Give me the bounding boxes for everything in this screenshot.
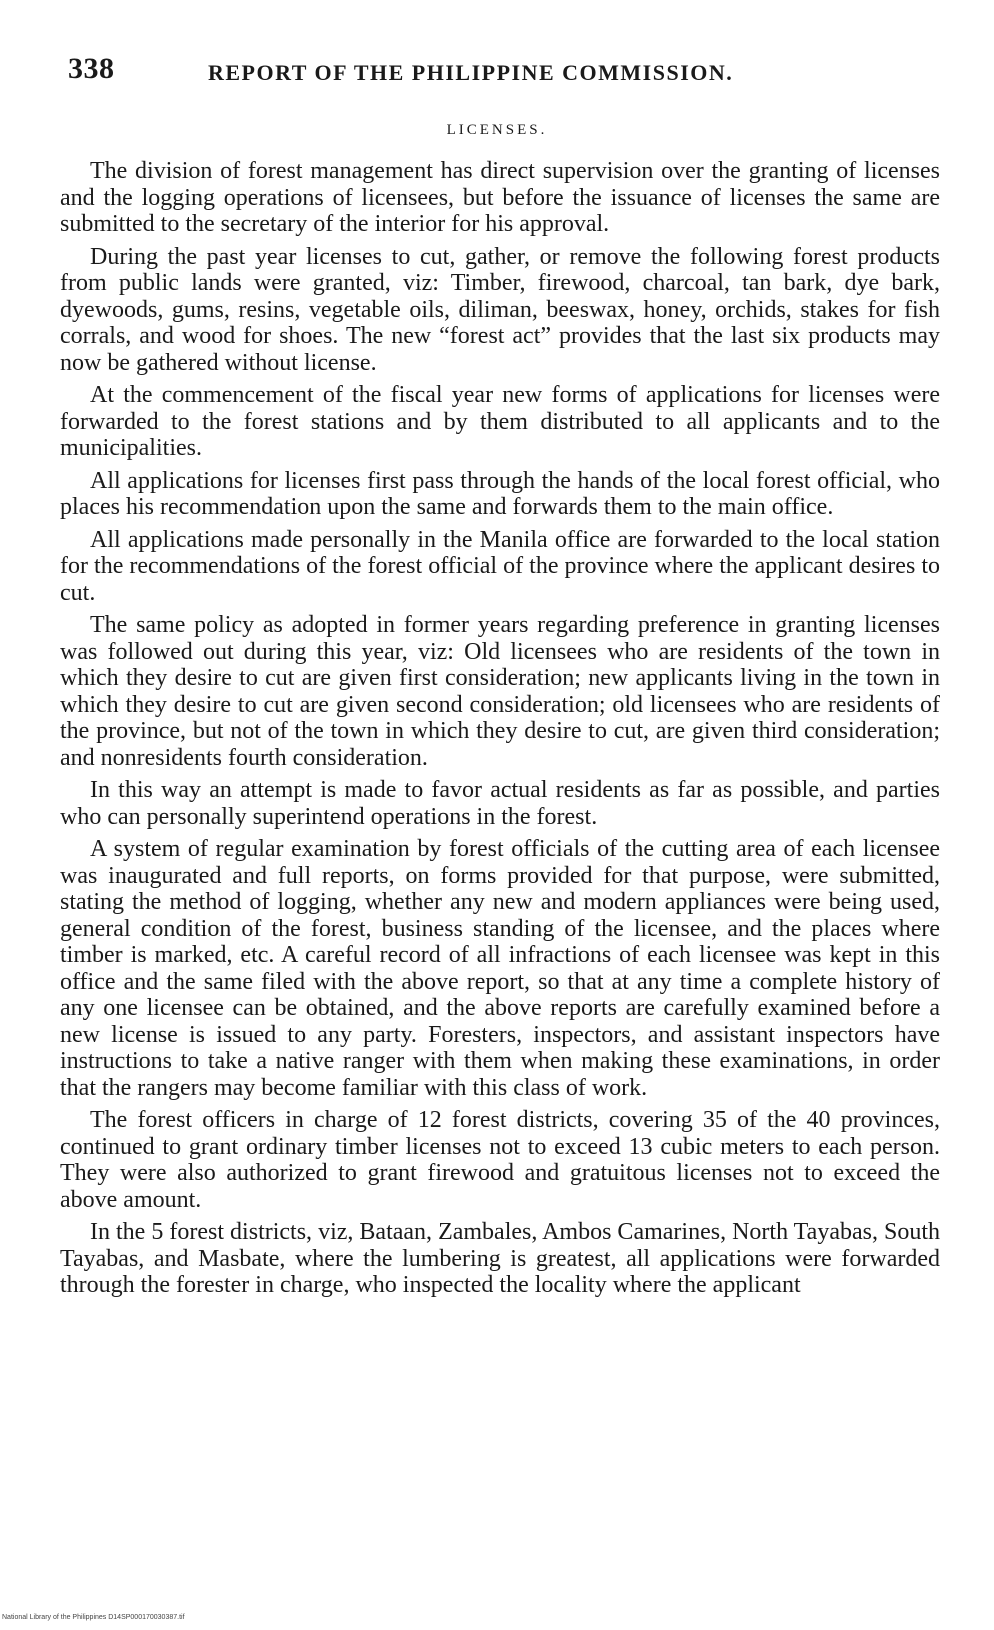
paragraph: All applications for licenses first pass through the hands of the local forest official, who places his recommendation upon the same and forwards them to the main office. — [60, 467, 940, 520]
paragraph: The forest officers in charge of 12 forest districts, covering 35 of the 40 provinces, continued to grant ordinary timber licenses not to exceed 13 cubic meters to each person. They were also authorized to grant firewood and gratuitous licenses not to exceed the above amount. — [60, 1107, 940, 1213]
scan-source-note: National Library of the Philippines D14SP000170030387.tif — [2, 1614, 185, 1621]
paragraph: A system of regular examination by forest officials of the cutting area of each licensee was inaugurated and full reports, on forms provided for that purpose, were submitted, stating the method of logging, whether any new and modern appliances were being used, general condition of the forest, business standing of the licensee, and the places where timber is marked, etc. A careful record of all infractions of each licensee was kept in this office and the same filed with the above report, so that at any time a complete history of any one licensee can be obtained, and the above reports are carefully examined before a new license is issued to any party. Foresters, inspectors, and assistant inspectors have instructions to take a native ranger with them when making these examinations, in order that the rangers may become familiar with this class of work. — [60, 836, 940, 1101]
body-text — [60, 158, 940, 1305]
running-title: REPORT OF THE PHILIPPINE COMMISSION. — [208, 60, 734, 85]
page-number: 338 — [68, 52, 115, 85]
paragraph: In the 5 forest districts, viz, Bataan, Zambales, Ambos Camarines, North Tayabas, South Tayabas, and Masbate, where the lumbering is greatest, all applications were forwarded through the forester in charge, who inspected the locality where the applicant — [60, 1219, 940, 1298]
paragraph: In this way an attempt is made to favor actual residents as far as possible, and parties who can personally superintend operations in the forest. — [60, 777, 940, 830]
paragraph: At the commencement of the fiscal year new forms of applications for licenses were forwarded to the forest stations and by them distributed to all applicants and to the municipalities. — [60, 382, 940, 461]
paragraph: During the past year licenses to cut, gather, or remove the following forest products from public lands were granted, viz: Timber, firewood, charcoal, tan bark, dye bark, dyewoods, gums, resins, vegetable oils, diliman, beeswax, honey, orchids, stakes for fish corrals, and wood for shoes. The new “forest act” provides that the last six products may now be gathered without license. — [60, 243, 940, 376]
paragraph: All applications made personally in the Manila office are forwarded to the local station for the recommendations of the forest official of the province where the applicant desires to cut. — [60, 526, 940, 606]
paragraph: The division of forest management has direct supervision over the granting of licenses and the logging operations of licensees, but before the issuance of licenses the same are submitted to the secretary of the interior for his approval. — [60, 158, 940, 237]
section-heading: LICENSES. — [446, 122, 548, 138]
paragraph: The same policy as adopted in former years regarding preference in granting licenses was followed out during this year, viz: Old licensees who are residents of the town in which they desire to cut are given first consideration; new applicants living in the town in which they desire to cut are given second consideration; old licensees who are residents of the province, but not of the town in which they desire to cut, are given third consideration; and nonresidents fourth consideration. — [60, 612, 940, 771]
page-header — [68, 52, 948, 92]
